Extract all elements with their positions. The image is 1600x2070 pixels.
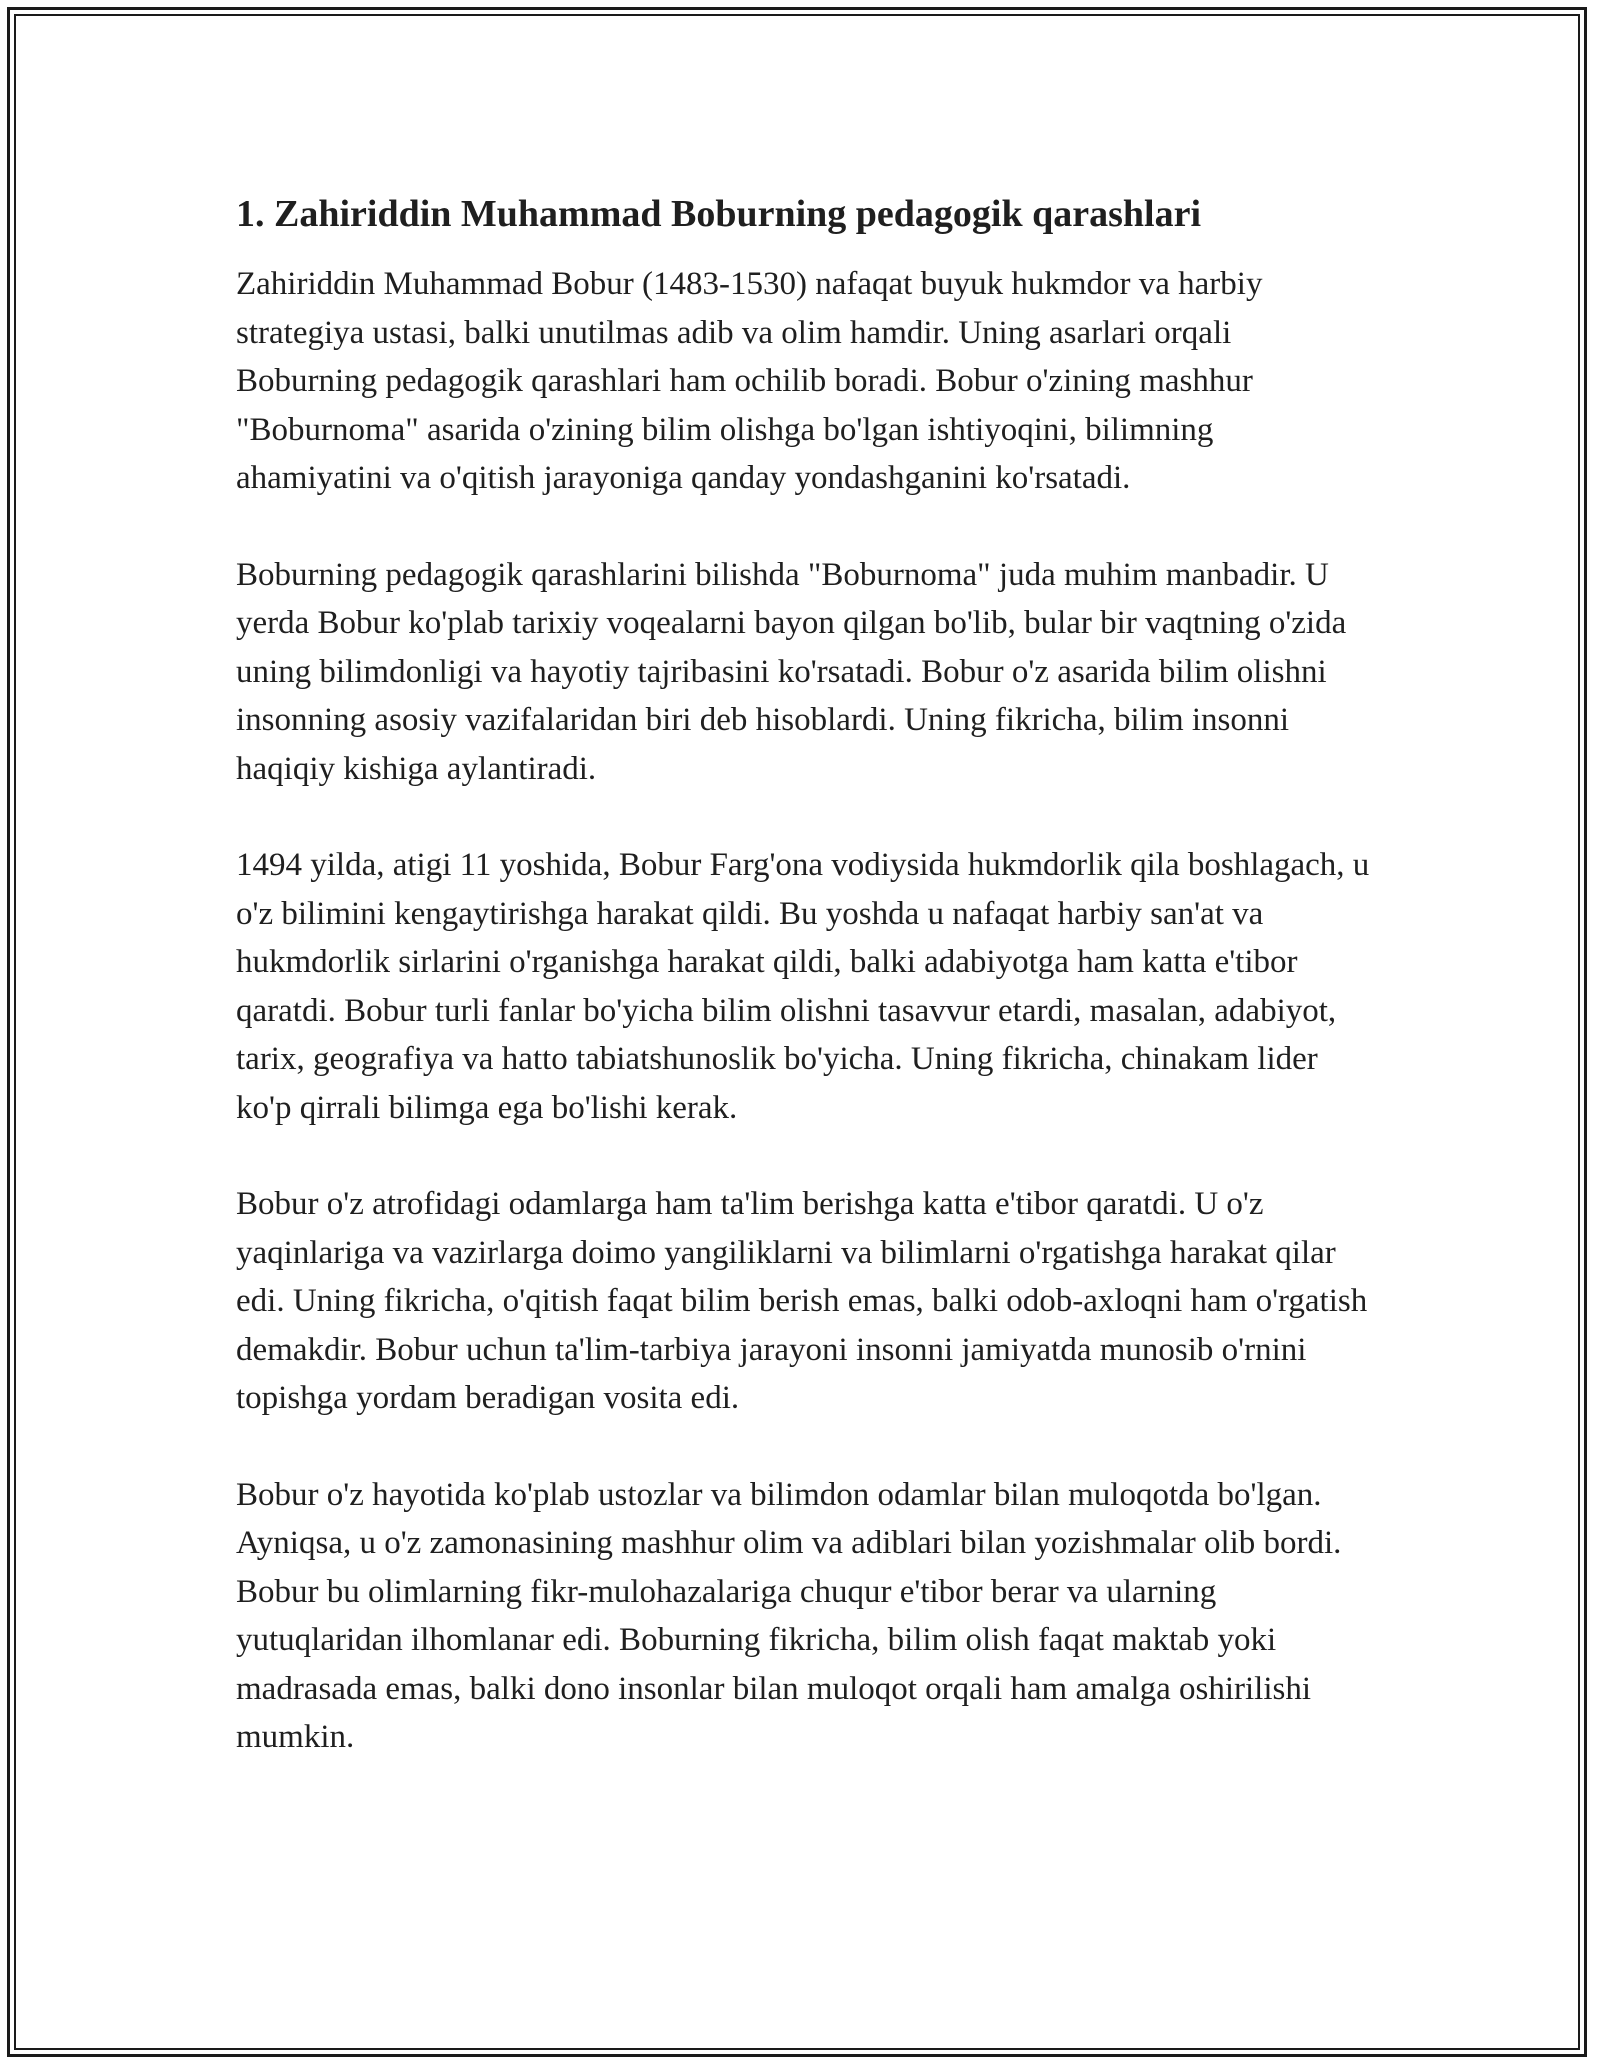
paragraph-4: Bobur o'z atrofidagi odamlarga ham ta'lim berishga katta e'tibor qaratdi. U o'z yaqinlariga va vazirlarga doimo yangiliklarni va bilimlarni o'rgatishga harakat qilar edi. Uning fikricha, o'qitish faqat bilim berish emas, balki odob-axloqni ham o'rgatish demakdir. Bobur uchun ta'lim-tarbiya jarayoni insonni jamiyatda munosib o'rnini topishga yordam beradigan vosita edi.	[236, 1186, 1368, 1416]
section-heading: 1. Zahiriddin Muhammad Boburning pedagogik qarashlari	[236, 193, 1202, 235]
paragraph-2: Boburning pedagogik qarashlarini bilishda "Boburnoma" juda muhim manbadir. U yerda Bobur ko'plab tarixiy voqealarni bayon qilgan bo'lib, bular bir vaqtning o'zida uning bilimdonligi va hayotiy tajribasini ko'rsatadi. Bobur o'z asarida bilim olishni insonning asosiy vazifalaridan biri deb hisoblardi. Uning fikricha, bilim insonni haqiqiy kishiga aylantiradi.	[236, 556, 1347, 787]
paragraph-1: Zahiriddin Muhammad Bobur (1483-1530) nafaqat buyuk hukmdor va harbiy strategiya ustasi, balki unutilmas adib va olim hamdir. Uning asarlari orqali Boburning pedagogik qarashlari ham ochilib boradi. Bobur o'zining mashhur "Boburnoma" asarida o'zining bilim olishga bo'lgan ishtiyoqini, bilimning ahamiyatini va o'qitish jarayoniga qanday yondashganini ko'rsatadi.	[236, 266, 1263, 496]
paragraph-5: Bobur o'z hayotida ko'plab ustozlar va bilimdon odamlar bilan muloqotda bo'lgan. Ayniqsa, u o'z zamonasining mashhur olim va adiblari bilan yozishmalar olib bordi. Bobur bu olimlarning fikr-mulohazalariga chuqur e'tibor berar va ularning yutuqlaridan ilhomlanar edi. Boburning fikricha, bilim olish faqat maktab yoki madrasada emas, balki dono insonlar bilan muloqot orqali ham amalga oshirilishi mumkin.	[236, 1476, 1342, 1755]
document-body	[236, 188, 1376, 1810]
paragraph-3: 1494 yilda, atigi 11 yoshida, Bobur Farg'ona vodiysida hukmdorlik qila boshlagach, u o'z bilimini kengaytirishga harakat qildi. Bu yoshda u nafaqat harbiy san'at va hukmdorlik sirlarini o'rganishga harakat qildi, balki adabiyotga ham katta e'tibor qaratdi. Bobur turli fanlar bo'yicha bilim olishni tasavvur etardi, masalan, adabiyot, tarix, geografiya va hatto tabiatshunoslik bo'yicha. Uning fikricha, chinakam lider ko'p qirrali bilimga ega bo'lishi kerak.	[236, 847, 1370, 1126]
